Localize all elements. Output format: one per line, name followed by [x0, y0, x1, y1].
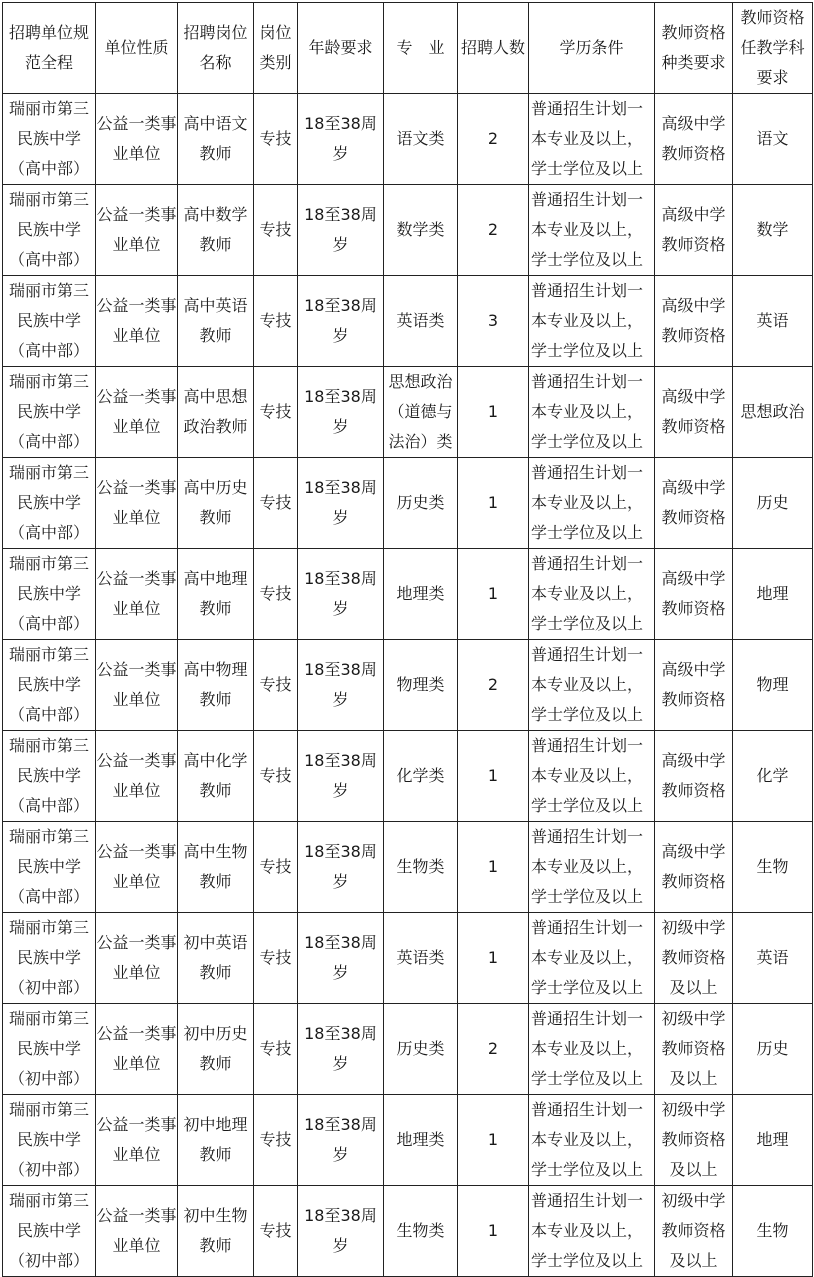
cell-position-category: 专技	[254, 1186, 298, 1277]
header-headcount: 招聘人数	[458, 3, 529, 94]
cell-major: 英语类	[384, 913, 458, 1004]
cell-education: 普通招生计划一本专业及以上，学士学位及以上	[529, 640, 655, 731]
cell-unit-nature: 公益一类事业单位	[96, 640, 178, 731]
recruitment-table-page	[0, 2, 814, 1270]
cell-cert-type: 初级中学教师资格及以上	[655, 913, 733, 1004]
cell-unit-name: 瑞丽市第三民族中学（初中部）	[3, 1095, 96, 1186]
cell-unit-nature: 公益一类事业单位	[96, 458, 178, 549]
header-age: 年龄要求	[298, 3, 384, 94]
cell-position-name: 高中历史教师	[178, 458, 254, 549]
cell-unit-nature: 公益一类事业单位	[96, 367, 178, 458]
cell-unit-name: 瑞丽市第三民族中学（初中部）	[3, 913, 96, 1004]
cell-unit-nature: 公益一类事业单位	[96, 1186, 178, 1277]
cell-position-name: 高中思想政治教师	[178, 367, 254, 458]
cell-education: 普通招生计划一本专业及以上，学士学位及以上	[529, 367, 655, 458]
cell-cert-type: 高级中学教师资格	[655, 94, 733, 185]
cell-position-category: 专技	[254, 94, 298, 185]
cell-age: 18至38周岁	[298, 731, 384, 822]
cell-unit-nature: 公益一类事业单位	[96, 549, 178, 640]
cell-position-name: 初中历史教师	[178, 1004, 254, 1095]
cell-position-category: 专技	[254, 367, 298, 458]
cell-cert-subject: 地理	[733, 1095, 813, 1186]
cell-position-name: 高中地理教师	[178, 549, 254, 640]
header-cert-type: 教师资格种类要求	[655, 3, 733, 94]
cell-headcount: 1	[458, 822, 529, 913]
cell-major: 物理类	[384, 640, 458, 731]
cell-age: 18至38周岁	[298, 185, 384, 276]
cell-cert-subject: 思想政治	[733, 367, 813, 458]
cell-unit-nature: 公益一类事业单位	[96, 185, 178, 276]
table-row	[3, 367, 813, 458]
cell-unit-nature: 公益一类事业单位	[96, 94, 178, 185]
cell-cert-subject: 英语	[733, 276, 813, 367]
table-row	[3, 94, 813, 185]
cell-unit-name: 瑞丽市第三民族中学（初中部）	[3, 1004, 96, 1095]
cell-unit-nature: 公益一类事业单位	[96, 913, 178, 1004]
cell-position-category: 专技	[254, 549, 298, 640]
cell-age: 18至38周岁	[298, 822, 384, 913]
cell-unit-name: 瑞丽市第三民族中学（初中部）	[3, 1186, 96, 1277]
cell-headcount: 1	[458, 731, 529, 822]
cell-position-name: 初中英语教师	[178, 913, 254, 1004]
cell-cert-subject: 语文	[733, 94, 813, 185]
cell-major: 数学类	[384, 185, 458, 276]
recruitment-table	[2, 2, 813, 1277]
cell-cert-subject: 英语	[733, 913, 813, 1004]
cell-cert-subject: 历史	[733, 458, 813, 549]
table-row	[3, 276, 813, 367]
cell-cert-subject: 生物	[733, 822, 813, 913]
cell-education: 普通招生计划一本专业及以上，学士学位及以上	[529, 1004, 655, 1095]
cell-position-name: 高中物理教师	[178, 640, 254, 731]
header-unit-name: 招聘单位规范全程	[3, 3, 96, 94]
cell-position-category: 专技	[254, 276, 298, 367]
cell-position-name: 高中英语教师	[178, 276, 254, 367]
cell-education: 普通招生计划一本专业及以上，学士学位及以上	[529, 276, 655, 367]
cell-unit-name: 瑞丽市第三民族中学（高中部）	[3, 640, 96, 731]
cell-education: 普通招生计划一本专业及以上，学士学位及以上	[529, 1095, 655, 1186]
cell-position-category: 专技	[254, 731, 298, 822]
cell-headcount: 2	[458, 94, 529, 185]
cell-unit-name: 瑞丽市第三民族中学（高中部）	[3, 731, 96, 822]
cell-unit-name: 瑞丽市第三民族中学（高中部）	[3, 94, 96, 185]
cell-position-name: 高中化学教师	[178, 731, 254, 822]
table-row	[3, 1004, 813, 1095]
cell-cert-subject: 历史	[733, 1004, 813, 1095]
cell-age: 18至38周岁	[298, 640, 384, 731]
cell-position-category: 专技	[254, 185, 298, 276]
cell-major: 生物类	[384, 1186, 458, 1277]
cell-position-name: 初中生物教师	[178, 1186, 254, 1277]
cell-cert-type: 高级中学教师资格	[655, 367, 733, 458]
table-row	[3, 458, 813, 549]
cell-cert-type: 高级中学教师资格	[655, 276, 733, 367]
cell-unit-name: 瑞丽市第三民族中学（高中部）	[3, 822, 96, 913]
cell-major: 历史类	[384, 458, 458, 549]
cell-cert-type: 高级中学教师资格	[655, 458, 733, 549]
cell-position-name: 高中语文教师	[178, 94, 254, 185]
cell-position-name: 初中地理教师	[178, 1095, 254, 1186]
cell-headcount: 2	[458, 1004, 529, 1095]
header-position-category: 岗位类别	[254, 3, 298, 94]
table-header-row	[3, 3, 813, 94]
cell-education: 普通招生计划一本专业及以上，学士学位及以上	[529, 731, 655, 822]
cell-cert-subject: 地理	[733, 549, 813, 640]
cell-unit-nature: 公益一类事业单位	[96, 1004, 178, 1095]
header-cert-subject: 教师资格任教学科要求	[733, 3, 813, 94]
cell-education: 普通招生计划一本专业及以上，学士学位及以上	[529, 185, 655, 276]
cell-age: 18至38周岁	[298, 913, 384, 1004]
header-unit-nature: 单位性质	[96, 3, 178, 94]
cell-unit-nature: 公益一类事业单位	[96, 276, 178, 367]
cell-major: 地理类	[384, 549, 458, 640]
cell-cert-type: 高级中学教师资格	[655, 731, 733, 822]
cell-age: 18至38周岁	[298, 549, 384, 640]
header-major: 专 业	[384, 3, 458, 94]
cell-unit-name: 瑞丽市第三民族中学（高中部）	[3, 185, 96, 276]
cell-major: 英语类	[384, 276, 458, 367]
cell-education: 普通招生计划一本专业及以上，学士学位及以上	[529, 94, 655, 185]
cell-unit-name: 瑞丽市第三民族中学（高中部）	[3, 549, 96, 640]
cell-headcount: 3	[458, 276, 529, 367]
cell-headcount: 1	[458, 913, 529, 1004]
cell-cert-type: 初级中学教师资格及以上	[655, 1095, 733, 1186]
cell-unit-nature: 公益一类事业单位	[96, 1095, 178, 1186]
cell-cert-subject: 物理	[733, 640, 813, 731]
cell-cert-type: 初级中学教师资格及以上	[655, 1004, 733, 1095]
cell-education: 普通招生计划一本专业及以上，学士学位及以上	[529, 549, 655, 640]
cell-age: 18至38周岁	[298, 458, 384, 549]
cell-cert-type: 高级中学教师资格	[655, 640, 733, 731]
cell-position-name: 高中生物教师	[178, 822, 254, 913]
table-row	[3, 640, 813, 731]
cell-headcount: 1	[458, 1186, 529, 1277]
cell-age: 18至38周岁	[298, 276, 384, 367]
table-row	[3, 1095, 813, 1186]
header-education: 学历条件	[529, 3, 655, 94]
table-row	[3, 731, 813, 822]
cell-age: 18至38周岁	[298, 1186, 384, 1277]
cell-major: 化学类	[384, 731, 458, 822]
cell-position-category: 专技	[254, 458, 298, 549]
cell-unit-name: 瑞丽市第三民族中学（高中部）	[3, 276, 96, 367]
table-row	[3, 913, 813, 1004]
cell-headcount: 1	[458, 549, 529, 640]
cell-age: 18至38周岁	[298, 94, 384, 185]
table-row	[3, 1186, 813, 1277]
table-row	[3, 822, 813, 913]
cell-position-category: 专技	[254, 913, 298, 1004]
cell-unit-name: 瑞丽市第三民族中学（高中部）	[3, 458, 96, 549]
cell-headcount: 2	[458, 185, 529, 276]
cell-cert-type: 高级中学教师资格	[655, 549, 733, 640]
cell-unit-nature: 公益一类事业单位	[96, 731, 178, 822]
cell-headcount: 2	[458, 640, 529, 731]
cell-age: 18至38周岁	[298, 367, 384, 458]
table-row	[3, 185, 813, 276]
cell-education: 普通招生计划一本专业及以上，学士学位及以上	[529, 913, 655, 1004]
cell-unit-nature: 公益一类事业单位	[96, 822, 178, 913]
cell-major: 生物类	[384, 822, 458, 913]
cell-major: 语文类	[384, 94, 458, 185]
cell-unit-name: 瑞丽市第三民族中学（高中部）	[3, 367, 96, 458]
cell-cert-type: 高级中学教师资格	[655, 822, 733, 913]
cell-position-category: 专技	[254, 1095, 298, 1186]
cell-position-category: 专技	[254, 1004, 298, 1095]
cell-major: 思想政治（道德与法治）类	[384, 367, 458, 458]
cell-headcount: 1	[458, 458, 529, 549]
table-row	[3, 549, 813, 640]
cell-cert-subject: 生物	[733, 1186, 813, 1277]
cell-position-name: 高中数学教师	[178, 185, 254, 276]
cell-age: 18至38周岁	[298, 1095, 384, 1186]
cell-headcount: 1	[458, 1095, 529, 1186]
cell-education: 普通招生计划一本专业及以上，学士学位及以上	[529, 1186, 655, 1277]
cell-age: 18至38周岁	[298, 1004, 384, 1095]
cell-headcount: 1	[458, 367, 529, 458]
header-position-name: 招聘岗位名称	[178, 3, 254, 94]
cell-education: 普通招生计划一本专业及以上，学士学位及以上	[529, 458, 655, 549]
cell-position-category: 专技	[254, 640, 298, 731]
cell-major: 历史类	[384, 1004, 458, 1095]
cell-cert-type: 高级中学教师资格	[655, 185, 733, 276]
cell-cert-subject: 化学	[733, 731, 813, 822]
cell-education: 普通招生计划一本专业及以上，学士学位及以上	[529, 822, 655, 913]
cell-major: 地理类	[384, 1095, 458, 1186]
cell-position-category: 专技	[254, 822, 298, 913]
cell-cert-subject: 数学	[733, 185, 813, 276]
cell-cert-type: 初级中学教师资格及以上	[655, 1186, 733, 1277]
